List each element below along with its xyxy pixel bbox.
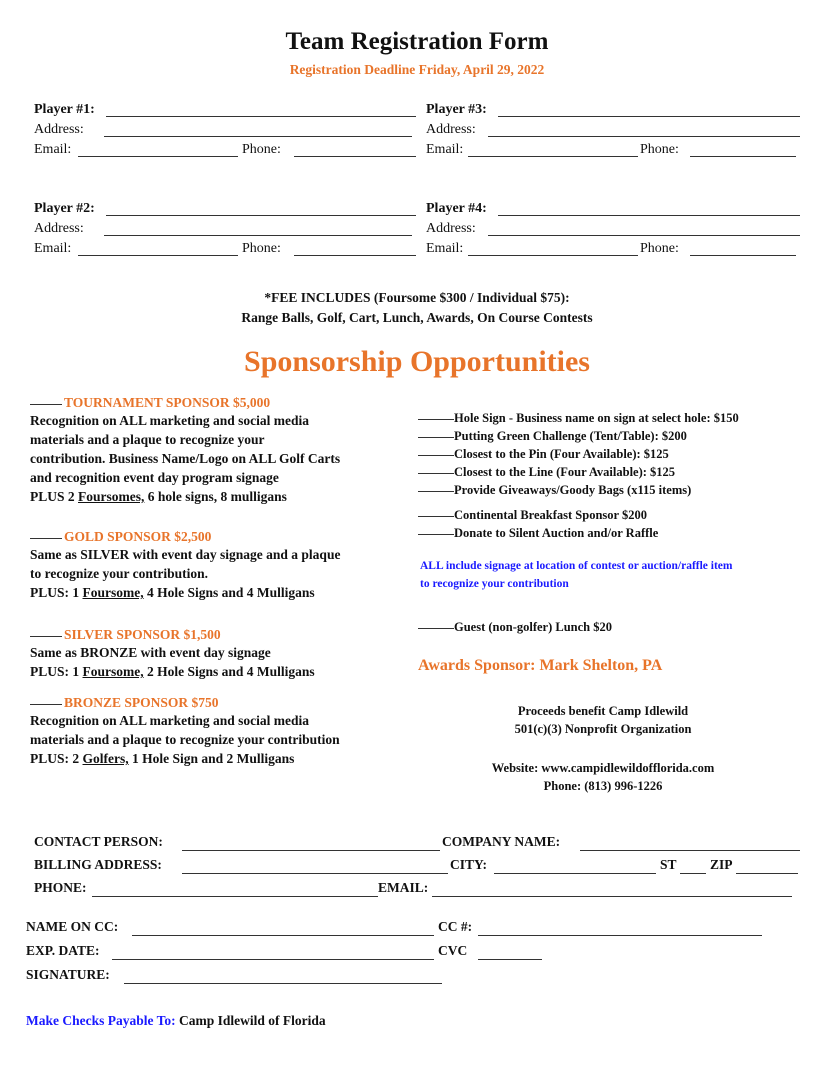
exp-date-label: EXP. DATE: bbox=[26, 943, 100, 958]
billing-address-label: BILLING ADDRESS: bbox=[34, 857, 162, 872]
player-4-address-label: Address: bbox=[426, 221, 476, 236]
player-1-email-label: Email: bbox=[34, 142, 72, 157]
putting-green-checkbox-line[interactable] bbox=[418, 437, 454, 438]
item-breakfast bbox=[418, 508, 647, 523]
silver-sponsor-heading: SILVER SPONSOR $1,500 bbox=[64, 627, 221, 642]
company-name-label: COMPANY NAME: bbox=[442, 834, 561, 849]
player-1-phone-field[interactable] bbox=[294, 156, 416, 157]
player-4-email-label: Email: bbox=[426, 241, 464, 256]
player-2-block bbox=[34, 199, 416, 259]
player-2-address-label: Address: bbox=[34, 221, 84, 236]
player-3-block bbox=[426, 100, 800, 160]
player-3-phone-field[interactable] bbox=[690, 156, 796, 157]
player-1-address-label: Address: bbox=[34, 122, 84, 137]
player-3-email-label: Email: bbox=[426, 142, 464, 157]
email-field[interactable] bbox=[432, 896, 792, 897]
registration-deadline: Registration Deadline Friday, April 29, 2022 bbox=[289, 62, 545, 77]
player-1-block bbox=[34, 100, 416, 160]
player-4-phone-field[interactable] bbox=[690, 255, 796, 256]
city-label: CITY: bbox=[450, 857, 488, 872]
gold-desc-1: Same as SILVER with event day signage and a plaque bbox=[30, 547, 341, 562]
player-4-name-field[interactable] bbox=[498, 215, 800, 216]
bronze-sponsor-heading: BRONZE SPONSOR $750 bbox=[64, 695, 219, 710]
silver-plus-underlined: Foursome, bbox=[82, 664, 144, 679]
phone-email-row bbox=[34, 880, 804, 900]
proceeds-line2: 501(c)(3) Nonprofit Organization bbox=[514, 722, 692, 736]
breakfast-label: Continental Breakfast Sponsor $200 bbox=[454, 508, 647, 522]
tournament-sponsor-heading: TOURNAMENT SPONSOR $5,000 bbox=[64, 395, 271, 410]
player-1-phone-label: Phone: bbox=[242, 142, 281, 157]
cvc-field[interactable] bbox=[478, 959, 542, 960]
zip-label: ZIP bbox=[710, 857, 733, 872]
player-2-email-label: Email: bbox=[34, 241, 72, 256]
player-1-name-field[interactable] bbox=[106, 116, 416, 117]
cc-number-label: CC #: bbox=[438, 919, 473, 934]
contact-row bbox=[34, 834, 804, 854]
checks-payable-value: Camp Idlewild of Florida bbox=[179, 1013, 326, 1028]
gold-desc-2: to recognize your contribution. bbox=[30, 566, 208, 581]
awards-sponsor: Awards Sponsor: Mark Shelton, PA bbox=[418, 657, 663, 674]
cc-number-field[interactable] bbox=[478, 935, 762, 936]
cvc-label: CVC bbox=[438, 943, 468, 958]
website-text: Website: www.campidlewildofflorida.com bbox=[491, 761, 715, 775]
closest-line-label: Closest to the Line (Four Available): $125 bbox=[454, 465, 676, 479]
bronze-desc-2: materials and a plaque to recognize your contribution bbox=[30, 732, 340, 747]
gold-plus-prefix: PLUS: 1 bbox=[30, 585, 83, 600]
signature-label: SIGNATURE: bbox=[26, 967, 110, 982]
player-4-block bbox=[426, 199, 800, 259]
signage-note-line1: ALL include signage at location of contest or auction/raffle item bbox=[420, 560, 733, 572]
contact-person-label: CONTACT PERSON: bbox=[34, 834, 163, 849]
closest-pin-label: Closest to the Pin (Four Available): $125 bbox=[454, 447, 669, 461]
signature-field[interactable] bbox=[124, 983, 442, 984]
checks-payable-label: Make Checks Payable To: bbox=[26, 1013, 176, 1028]
item-putting-green bbox=[418, 429, 687, 444]
tournament-plus-suffix: 6 hole signs, 8 mulligans bbox=[144, 489, 287, 504]
player-1-label: Player #1: bbox=[34, 102, 95, 117]
tournament-desc-1: Recognition on ALL marketing and social media bbox=[30, 413, 310, 428]
fee-includes-line2: Range Balls, Golf, Cart, Lunch, Awards, On Course Contests bbox=[241, 310, 593, 325]
bronze-desc-1: Recognition on ALL marketing and social media bbox=[30, 713, 310, 728]
state-field[interactable] bbox=[680, 873, 706, 874]
bronze-plus-suffix: 1 Hole Sign and 2 Mulligans bbox=[128, 751, 295, 766]
contact-person-field[interactable] bbox=[182, 850, 440, 851]
proceeds-line1: Proceeds benefit Camp Idlewild bbox=[517, 704, 689, 718]
item-guest-lunch bbox=[418, 620, 612, 635]
city-field[interactable] bbox=[494, 873, 656, 874]
fee-includes-line1: *FEE INCLUDES (Foursome $300 / Individual $75): bbox=[264, 290, 570, 305]
name-on-cc-label: NAME ON CC: bbox=[26, 919, 119, 934]
tournament-desc-4: and recognition event day program signage bbox=[30, 470, 279, 485]
exp-cvc-row bbox=[26, 943, 796, 963]
item-giveaways bbox=[418, 483, 691, 498]
giveaways-checkbox-line[interactable] bbox=[418, 491, 454, 492]
giveaways-label: Provide Giveaways/Goody Bags (x115 items) bbox=[454, 483, 692, 497]
player-1-email-field[interactable] bbox=[78, 156, 238, 157]
state-label: ST bbox=[660, 857, 677, 872]
putting-green-label: Putting Green Challenge (Tent/Table): $200 bbox=[454, 429, 687, 443]
player-2-email-field[interactable] bbox=[78, 255, 238, 256]
tournament-plus-underlined: Foursomes, bbox=[78, 489, 145, 504]
auction-checkbox-line[interactable] bbox=[418, 534, 454, 535]
player-3-address-field[interactable] bbox=[488, 136, 800, 137]
tournament-desc-3: contribution. Business Name/Logo on ALL Golf Carts bbox=[30, 451, 341, 466]
player-3-phone-label: Phone: bbox=[640, 142, 679, 157]
bronze-plus-prefix: PLUS: 2 bbox=[30, 751, 83, 766]
player-2-address-field[interactable] bbox=[104, 235, 412, 236]
player-4-email-field[interactable] bbox=[468, 255, 638, 256]
signature-row bbox=[26, 967, 796, 987]
cc-name-row bbox=[26, 919, 796, 939]
phone-text: Phone: (813) 996-1226 bbox=[543, 779, 663, 793]
tournament-plus bbox=[30, 487, 415, 506]
signage-note-line2: to recognize your contribution bbox=[420, 578, 569, 590]
closest-line-checkbox-line[interactable] bbox=[418, 473, 454, 474]
player-2-phone-field[interactable] bbox=[294, 255, 416, 256]
player-4-address-field[interactable] bbox=[488, 235, 800, 236]
silver-plus-suffix: 2 Hole Signs and 4 Mulligans bbox=[143, 664, 315, 679]
phone-field[interactable] bbox=[92, 896, 378, 897]
gold-sponsor bbox=[30, 529, 415, 602]
sponsorship-title: Sponsorship Opportunities bbox=[244, 345, 590, 378]
tournament-plus-prefix: PLUS 2 bbox=[30, 489, 79, 504]
item-auction bbox=[418, 526, 658, 541]
hole-sign-label: Hole Sign - Business name on sign at select hole: $150 bbox=[454, 411, 739, 425]
bronze-plus-underlined: Golfers, bbox=[82, 751, 129, 766]
gold-sponsor-heading: GOLD SPONSOR $2,500 bbox=[64, 529, 212, 544]
gold-checkbox-line[interactable] bbox=[30, 538, 62, 539]
silver-desc-1: Same as BRONZE with event day signage bbox=[30, 645, 271, 660]
item-closest-pin bbox=[418, 447, 669, 462]
player-2-phone-label: Phone: bbox=[242, 241, 281, 256]
checks-payable bbox=[26, 1013, 326, 1029]
tournament-desc-2: materials and a plaque to recognize your bbox=[30, 432, 265, 447]
silver-checkbox-line[interactable] bbox=[30, 636, 62, 637]
exp-date-field[interactable] bbox=[112, 959, 434, 960]
guest-lunch-label: Guest (non-golfer) Lunch $20 bbox=[454, 620, 612, 634]
bronze-plus bbox=[30, 749, 415, 768]
guest-lunch-checkbox-line[interactable] bbox=[418, 628, 454, 629]
player-2-label: Player #2: bbox=[34, 201, 95, 216]
tournament-sponsor bbox=[30, 395, 415, 506]
gold-plus-underlined: Foursome, bbox=[82, 585, 144, 600]
silver-sponsor bbox=[30, 627, 415, 681]
name-on-cc-field[interactable] bbox=[132, 935, 434, 936]
tournament-checkbox-line[interactable] bbox=[30, 404, 62, 405]
player-2-name-field[interactable] bbox=[106, 215, 416, 216]
closest-pin-checkbox-line[interactable] bbox=[418, 455, 454, 456]
player-3-email-field[interactable] bbox=[468, 156, 638, 157]
company-name-field[interactable] bbox=[580, 850, 800, 851]
hole-sign-checkbox-line[interactable] bbox=[418, 419, 454, 420]
gold-plus bbox=[30, 583, 415, 602]
breakfast-checkbox-line[interactable] bbox=[418, 516, 454, 517]
page-title: Team Registration Form bbox=[285, 28, 549, 55]
player-3-name-field[interactable] bbox=[498, 116, 800, 117]
zip-field[interactable] bbox=[736, 873, 798, 874]
billing-address-row bbox=[34, 857, 804, 877]
silver-plus-prefix: PLUS: 1 bbox=[30, 664, 83, 679]
player-4-phone-label: Phone: bbox=[640, 241, 679, 256]
player-3-label: Player #3: bbox=[426, 102, 487, 117]
billing-address-field[interactable] bbox=[182, 873, 448, 874]
gold-plus-suffix: 4 Hole Signs and 4 Mulligans bbox=[143, 585, 315, 600]
player-3-address-label: Address: bbox=[426, 122, 476, 137]
player-1-address-field[interactable] bbox=[104, 136, 412, 137]
item-hole-sign bbox=[418, 411, 739, 426]
player-4-label: Player #4: bbox=[426, 201, 487, 216]
bronze-sponsor bbox=[30, 695, 415, 768]
auction-label: Donate to Silent Auction and/or Raffle bbox=[454, 526, 659, 540]
bronze-checkbox-line[interactable] bbox=[30, 704, 62, 705]
phone-label: PHONE: bbox=[34, 880, 87, 895]
item-closest-line bbox=[418, 465, 675, 480]
silver-plus bbox=[30, 662, 415, 681]
email-label: EMAIL: bbox=[378, 880, 429, 895]
